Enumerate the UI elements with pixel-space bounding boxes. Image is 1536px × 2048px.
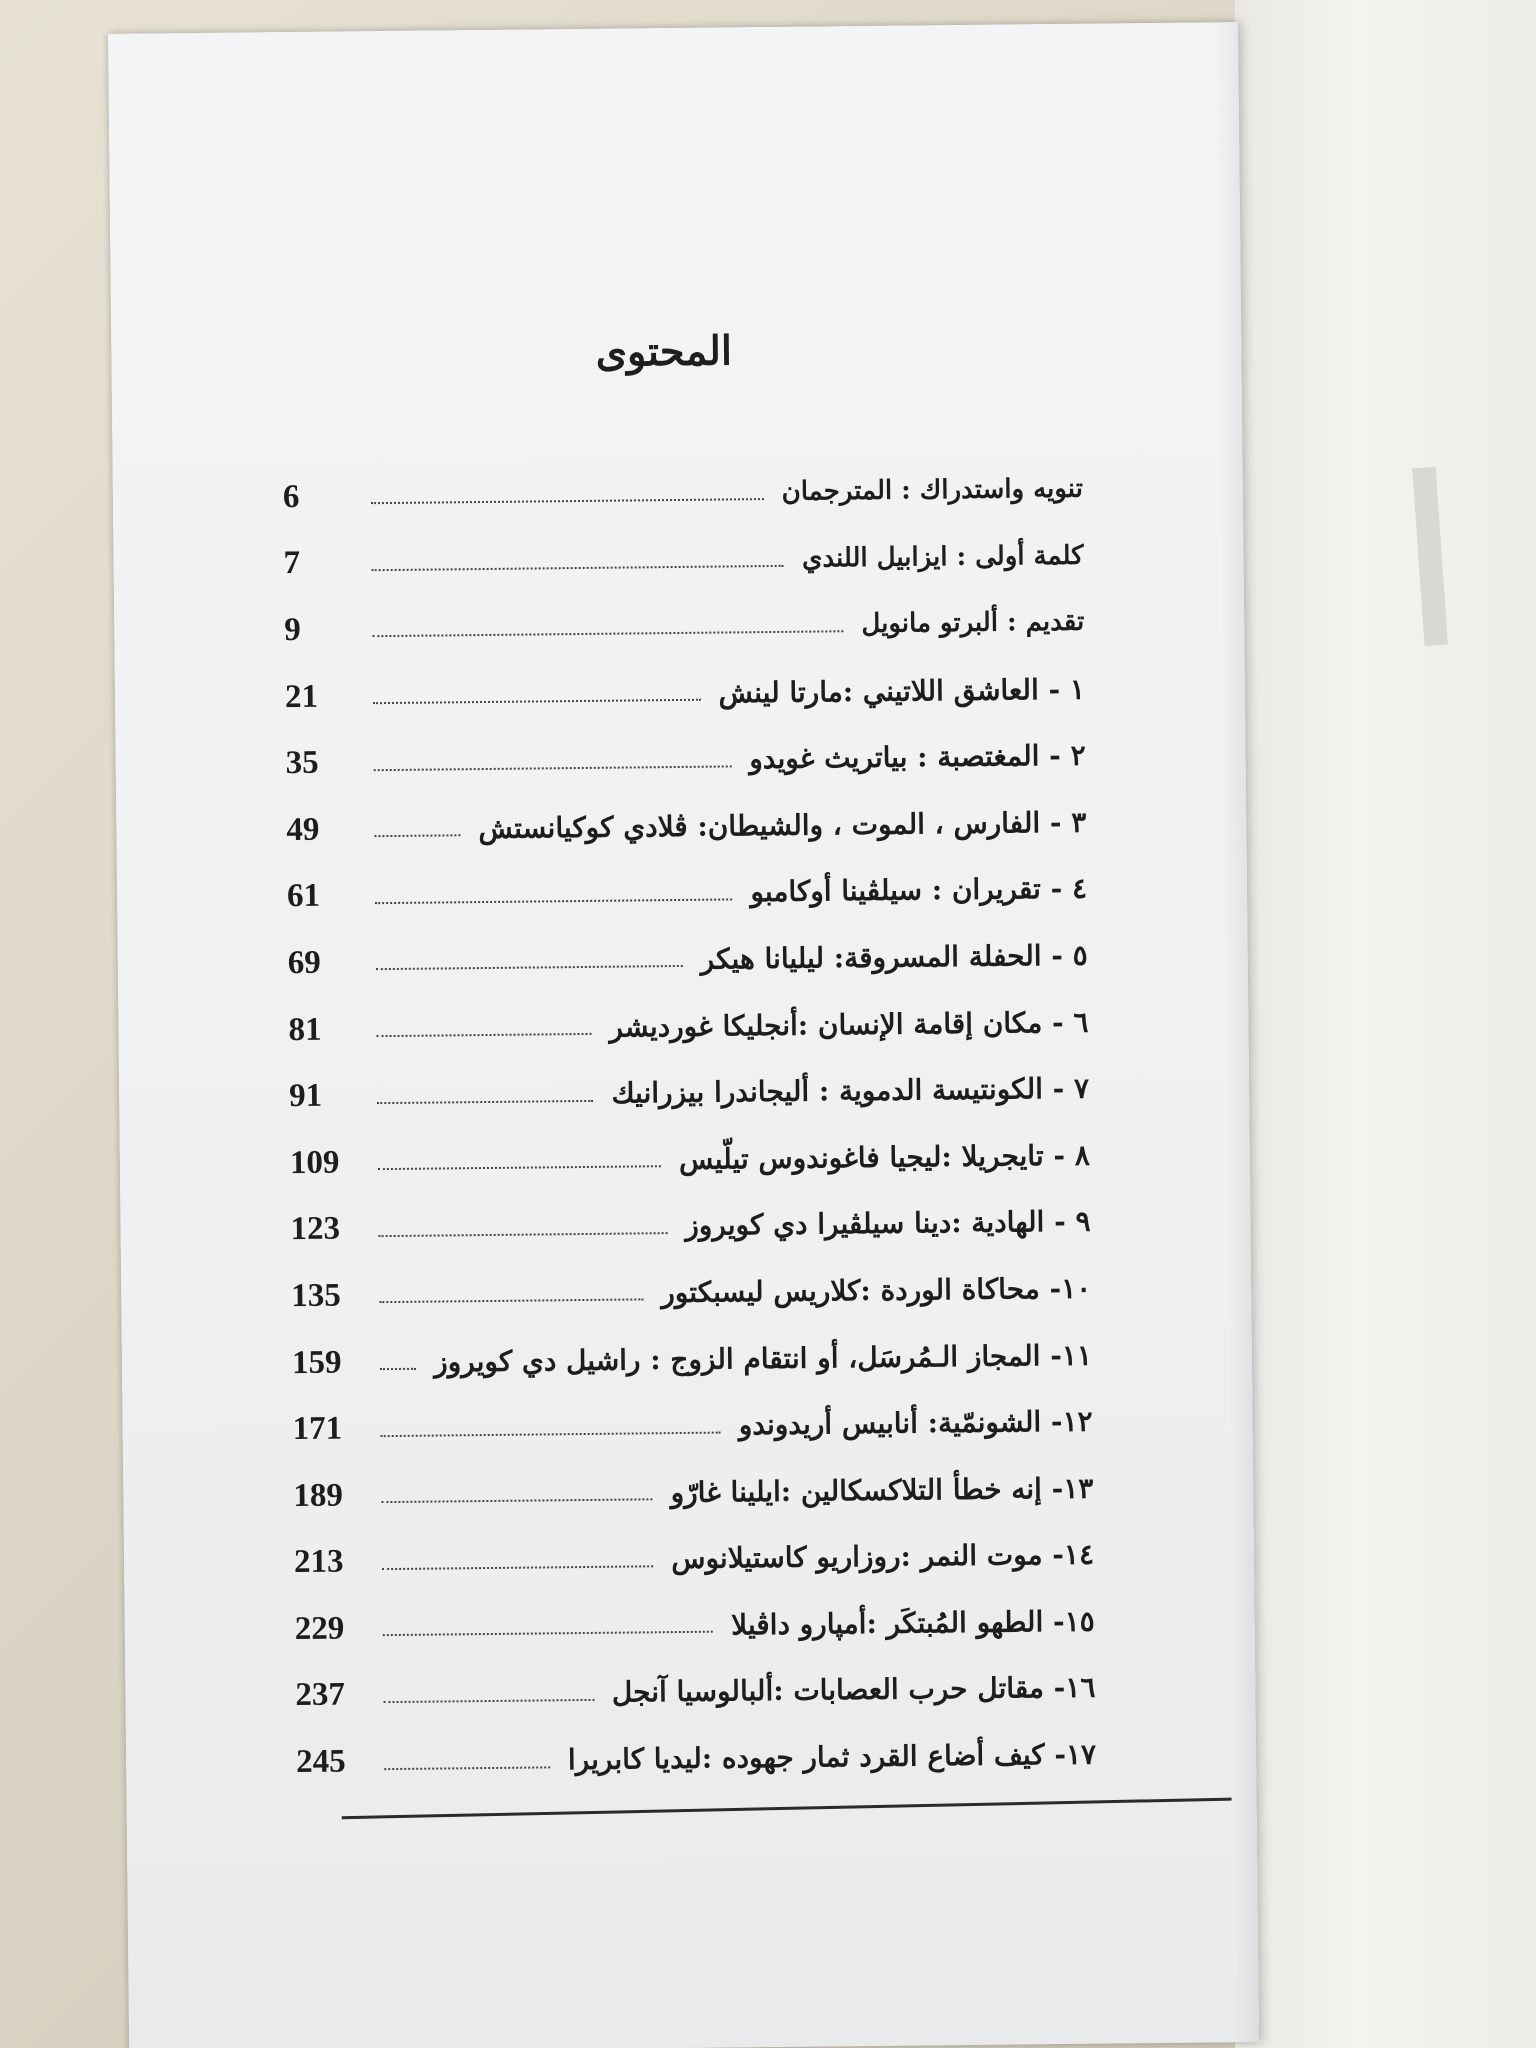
dot-leader	[374, 765, 732, 771]
dot-leader	[381, 1498, 652, 1503]
toc-entry-page: 237	[295, 1677, 346, 1714]
toc-entry-title: ١١- المجاز الـمُرسَل، أو انتقام الزوج : راشيل دي كويروز	[433, 1338, 1093, 1379]
toc-entry	[285, 722, 1086, 797]
toc-entry-title: كلمة أولى : ايزابيل اللندي	[801, 540, 1084, 574]
toc-entry-page: 245	[295, 1743, 346, 1781]
toc-entry-title: ١٣- إنه خطأ التلاكسكالين :ايلينا غارّو	[670, 1471, 1094, 1509]
toc-entry-title: ٥ - الحفلة المسروقة: ليليانا هيكر	[700, 938, 1088, 976]
toc-entry-page: 229	[294, 1610, 345, 1647]
toc-entry	[294, 1588, 1095, 1663]
dot-leader	[380, 1368, 416, 1370]
toc-entry-title: ١ - العاشق اللاتيني :مارتا لينش	[718, 672, 1086, 710]
toc-entry-title: تنويه واستدراك : المترجمان	[781, 474, 1084, 508]
dot-leader	[374, 835, 460, 838]
dot-leader	[372, 631, 843, 638]
toc-entry	[294, 1521, 1095, 1596]
toc-entry	[283, 522, 1084, 597]
toc-entry-page: 35	[285, 744, 319, 782]
toc-entry-page: 109	[289, 1144, 340, 1181]
toc-entry-page: 159	[291, 1344, 342, 1381]
toc-entry-page: 213	[293, 1543, 344, 1581]
toc-entry	[288, 988, 1089, 1063]
toc-entry	[290, 1122, 1091, 1197]
toc-entry-title: ٤ - تقريران : سيلڤينا أوكامبو	[750, 872, 1088, 909]
toc-entry-page: 123	[290, 1210, 341, 1248]
dot-leader	[375, 898, 732, 904]
toc-entry-title: ٦ - مكان إقامة الإنسان :أنجليكا غورديشر	[609, 1005, 1089, 1044]
dot-leader	[383, 1631, 713, 1636]
toc-entry-page: 81	[288, 1011, 322, 1048]
dot-leader	[384, 1699, 595, 1703]
toc-entry-title: ٣ - الفارس ، الموت ، والشيطان: ڤلادي كوكيانستش	[478, 805, 1087, 845]
dot-leader	[377, 1100, 593, 1104]
toc-entry-title: ٧ - الكونتيسة الدموية : أليجاندرا بيزرانيك	[611, 1071, 1090, 1110]
dot-leader	[384, 1766, 550, 1770]
toc-entry	[290, 1188, 1091, 1263]
toc-entry-page: 21	[284, 678, 319, 715]
dot-leader	[379, 1299, 643, 1304]
toc-entry-page: 9	[284, 611, 301, 649]
toc-entry	[283, 456, 1084, 531]
toc-entry	[293, 1455, 1094, 1530]
toc-entry-title: ١٦- مقاتل حرب العصابات :ألبالوسيا آنجل	[611, 1671, 1096, 1710]
toc-entry-page: 171	[292, 1410, 343, 1448]
dot-leader	[373, 699, 701, 704]
toc-entry	[292, 1388, 1093, 1463]
dot-leader	[371, 498, 764, 504]
toc-entry-page: 6	[282, 478, 300, 515]
toc-entry-page: 7	[283, 545, 301, 582]
toc-entry-page: 189	[293, 1477, 344, 1514]
toc-entry-title: ١٢- الشونمّية: أنابيس أريدوندو	[738, 1404, 1093, 1442]
book-page	[108, 22, 1259, 2048]
toc-entry	[295, 1654, 1096, 1729]
dot-leader	[378, 1165, 661, 1170]
toc-entry-title: ١٥- الطهو المُبتكَر :أمپارو داڤيلا	[730, 1604, 1095, 1642]
toc-entry	[285, 656, 1086, 731]
page-title: المحتوى	[595, 327, 733, 376]
dot-leader	[372, 565, 784, 571]
toc-entry-title: ١٧- كيف أضاع القرد ثمار جهوده :ليديا كابريرا	[567, 1737, 1097, 1777]
bottom-rule	[342, 1798, 1232, 1820]
toc-entry-title: ١٠- محاكاة الوردة :كلاريس ليسبكتور	[661, 1271, 1092, 1310]
dot-leader	[382, 1565, 653, 1570]
toc-entry	[287, 855, 1088, 930]
toc-entry	[287, 922, 1088, 997]
toc-entry-page: 69	[287, 944, 321, 982]
toc-entry	[284, 589, 1085, 664]
dot-leader	[379, 1232, 668, 1237]
faded-cover-lettering: ┃	[1379, 467, 1482, 647]
table-of-contents	[283, 456, 1097, 1796]
toc-entry	[289, 1055, 1090, 1130]
dot-leader	[377, 1033, 592, 1037]
toc-entry-page: 49	[286, 811, 320, 848]
dot-leader	[381, 1431, 721, 1437]
toc-entry-page: 91	[288, 1077, 323, 1115]
toc-entry-title: ١٤- موت النمر :روزاريو كاستيلانوس	[671, 1537, 1095, 1576]
adjacent-book-cover	[1235, 0, 1536, 2048]
toc-entry	[292, 1321, 1093, 1396]
toc-entry-page: 61	[286, 878, 321, 915]
toc-entry-title: ٢ - المغتصبة : بياتريث غويدو	[749, 738, 1086, 776]
toc-entry-title: تقديم : ألبرتو مانويل	[861, 607, 1085, 640]
toc-entry	[286, 789, 1087, 864]
toc-entry	[291, 1255, 1092, 1330]
toc-entry	[296, 1721, 1097, 1796]
toc-entry-title: ٨ - تايجريلا :ليجيا فاغوندوس تيلّيس	[678, 1138, 1090, 1176]
toc-entry-page: 135	[291, 1277, 341, 1314]
toc-entry-title: ٩ - الهادية :دينا سيلڤيرا دي كويروز	[685, 1205, 1091, 1243]
dot-leader	[376, 965, 683, 970]
